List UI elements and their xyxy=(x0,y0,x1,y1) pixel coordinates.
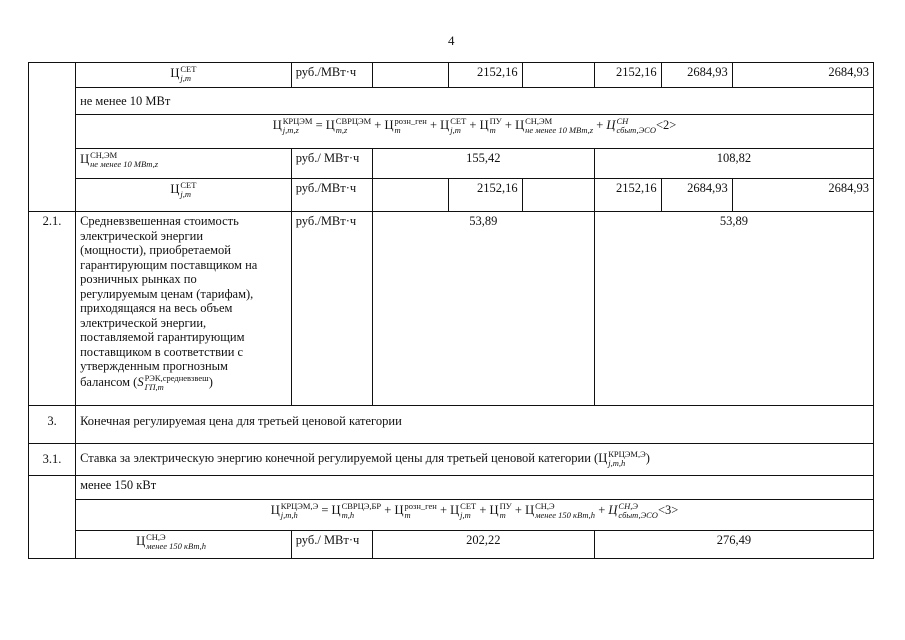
row-number: 2.1. xyxy=(29,212,76,406)
row-number: 3. xyxy=(29,406,76,444)
value-cell: 2152,16 xyxy=(449,179,522,212)
unit-cell: руб./МВт·ч xyxy=(291,179,372,212)
value-cell: 2684,93 xyxy=(732,179,873,212)
row-number-cell xyxy=(29,476,76,559)
table-row xyxy=(29,531,874,559)
formula-cell: Ц КРЦЭМ,Э j,m,h = Ц СВРЦЭ,БР m,h + Ц розн_ген m + Ц СЕТ j,m + Ц ПУ m + Ц СН,Э менее 150 кВт,h + Ц СН,Э сбыт,ЭСО <3> xyxy=(76,500,874,531)
value-cell: 2152,16 xyxy=(449,63,522,88)
value-cell: 276,49 xyxy=(594,531,873,559)
unit-cell: руб./ МВт·ч xyxy=(291,149,372,179)
table-row xyxy=(29,63,874,88)
formula-cell: Ц КРЦЭМ j,m,z = Ц СВРЦЭМ m,z + Ц розн_ген m + Ц СЕТ j,m + Ц ПУ m + Ц СН,ЭМ не менее 10 МВт,z + Ц СН сбыт,ЭСО <2> xyxy=(76,115,874,149)
table-row xyxy=(29,212,874,406)
value-cell: 2684,93 xyxy=(661,63,732,88)
section-heading: Ставка за электрическую энергию конечной регулируемой цены для третьей ценовой категории (Ц КРЦЭМ,Э j,m,h ) xyxy=(76,444,874,476)
tariff-table xyxy=(28,62,874,559)
description-cell: Средневзвешенная стоимость электрической энергии (мощности), приобретаемой гарантирующим поставщиком на розничных рынках по регулируемым ценам (тарифам), приходящаяся на весь объем электрической энергии, поставляемой гарантирующим поставщиком в соответствии с утвержденным прогнозным балансом (S РЭК,средневзвеш ГП,m ) xyxy=(76,212,292,406)
symbol-cell: Ц СН,Э менее 150 кВт,h xyxy=(76,531,292,559)
value-cell: 108,82 xyxy=(594,149,873,179)
section-heading: Конечная регулируемая цена для третьей ценовой категории xyxy=(76,406,874,444)
unit-cell: руб./МВт·ч xyxy=(291,212,372,406)
footnote-ref: <3> xyxy=(657,502,679,517)
table-row xyxy=(29,115,874,149)
section-label: не менее 10 МВт xyxy=(76,88,874,115)
footnote-ref: <2> xyxy=(656,117,677,132)
value-cell: 2684,93 xyxy=(732,63,873,88)
row-number: 3.1. xyxy=(29,444,76,476)
value-cell: 2152,16 xyxy=(594,179,661,212)
section-label: менее 150 кВт xyxy=(76,476,874,500)
symbol-cell xyxy=(76,63,292,88)
value-cell: 155,42 xyxy=(372,149,594,179)
table-row xyxy=(29,500,874,531)
table-row xyxy=(29,179,874,212)
value-cell: 2152,16 xyxy=(594,63,661,88)
unit-cell: руб./ МВт·ч xyxy=(291,531,372,559)
table-row xyxy=(29,406,874,444)
row-number-cell xyxy=(29,63,76,212)
symbol-sup: СЕТ xyxy=(180,64,197,74)
table-row xyxy=(29,88,874,115)
value-cell: 2684,93 xyxy=(661,179,732,212)
symbol-main: Ц xyxy=(170,65,180,80)
table-row xyxy=(29,149,874,179)
value-cell: 53,89 xyxy=(594,212,873,406)
page-number: 4 xyxy=(448,33,455,48)
unit-cell: руб./МВт·ч xyxy=(291,63,372,88)
table-row xyxy=(29,476,874,500)
value-cell: 202,22 xyxy=(372,531,594,559)
symbol-cell: Ц СН,ЭМ не менее 10 МВт,z xyxy=(76,149,292,179)
value-cell: 53,89 xyxy=(372,212,594,406)
symbol-sub: j,m xyxy=(180,73,191,83)
symbol-cell: Ц СЕТ j,m xyxy=(76,179,292,212)
table-row xyxy=(29,444,874,476)
